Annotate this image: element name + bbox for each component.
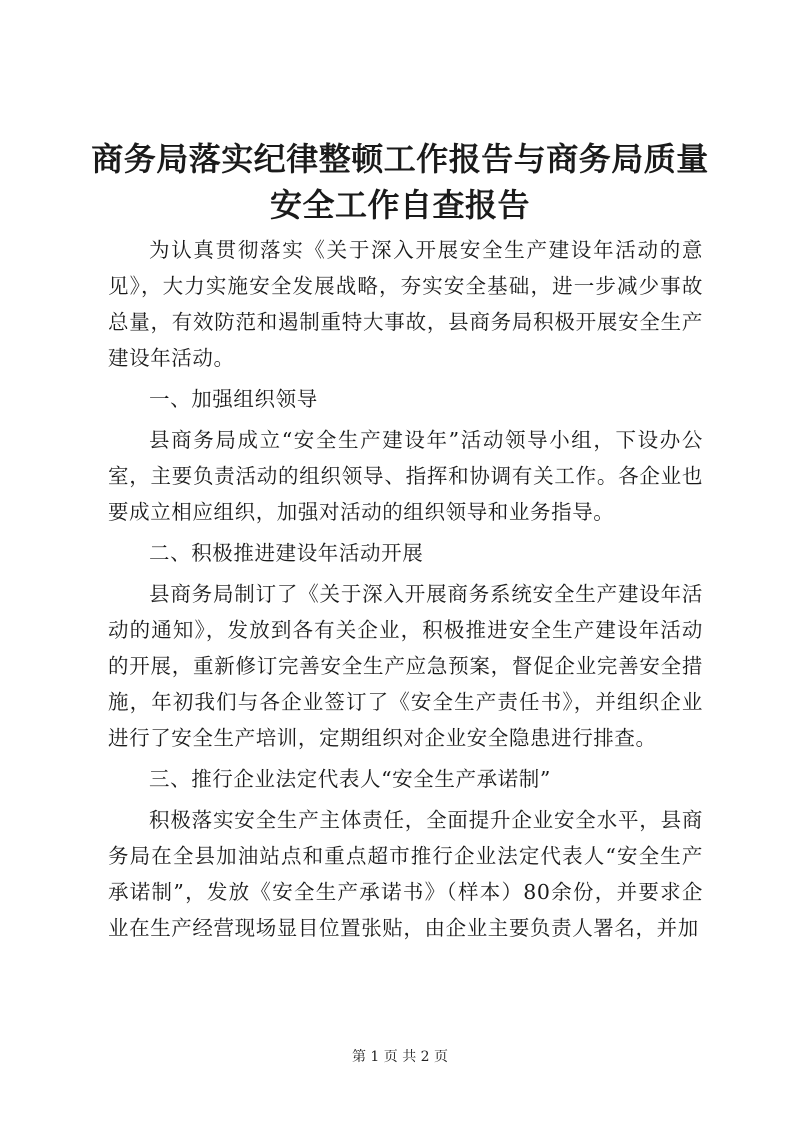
section-1-paragraph: 县商务局成立“安全生产建设年”活动领导小组，下设办公室，主要负责活动的组织领导、指挥和协调有关工作。各企业也要成立相应组织，加强对活动的组织领导和业务指导。 [108, 428, 703, 524]
intro-paragraph: 为认真贯彻落实《关于深入开展安全生产建设年活动的意见》，大力实施安全发展战略，夯实安全基础，进一步减少事故总量，有效防范和遏制重特大事故，县商务局积极开展安全生产建设年活动。 [108, 238, 703, 370]
document-title: 商务局落实纪律整顿工作报告与商务局质量安全工作自查报告 [91, 140, 709, 224]
section-heading-1: 一、加强组织领导 [149, 387, 318, 411]
section-3-paragraph: 积极落实安全生产主体责任，全面提升企业安全水平，县商务局在全县加油站点和重点超市推行企业法定代表人“安全生产承诺制”，发放《安全生产承诺书》（样本）80余份，并要求企业在生产经营现场显目位置张贴，由企业主要负责人署名，并加 [108, 808, 703, 940]
section-heading-2: 二、积极推进建设年活动开展 [149, 541, 424, 565]
document-body [108, 232, 703, 951]
section-heading-3: 三、推行企业法定代表人“安全生产承诺制” [149, 767, 551, 791]
page-footer: 第 1 页 共 2 页 [351, 1049, 449, 1065]
section-2-paragraph: 县商务局制订了《关于深入开展商务系统安全生产建设年活动的通知》，发放到各有关企业，积极推进安全生产建设年活动的开展，重新修订完善安全生产应急预案，督促企业完善安全措施，年初我们与各企业签订了《安全生产责任书》，并组织企业进行了安全生产培训，定期组织对企业安全隐患进行排查。 [108, 582, 703, 750]
